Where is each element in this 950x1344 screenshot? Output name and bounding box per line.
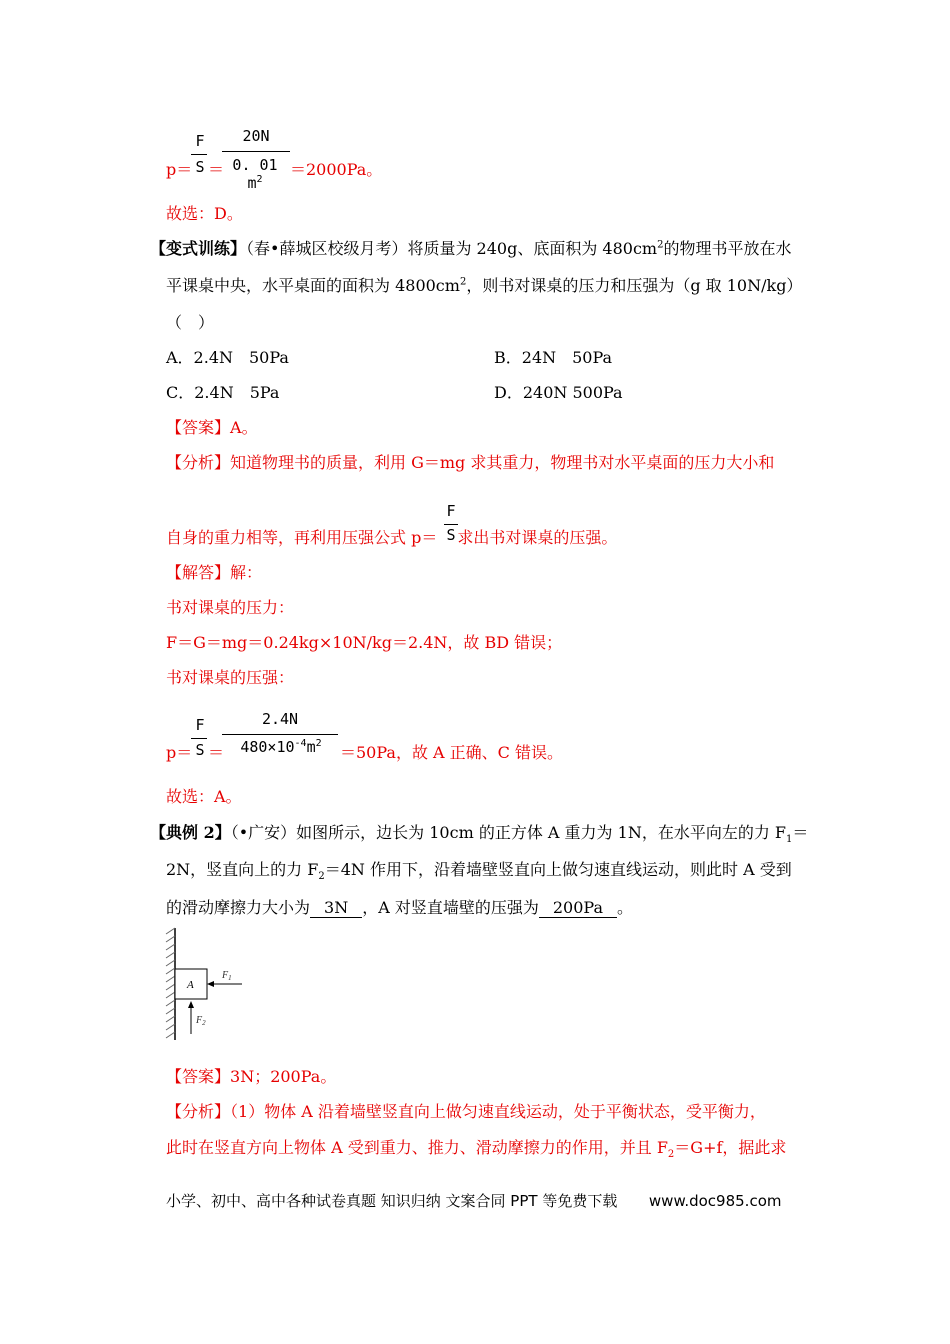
fraction-denominator: S (195, 741, 205, 759)
fraction-bar (222, 734, 338, 735)
formula-p-label: p＝ (166, 160, 193, 179)
option-d: D．240N 500Pa (494, 383, 623, 402)
blank-answer-2: 200Pa (539, 898, 617, 918)
solution-line: 书对课桌的压强： (166, 668, 295, 687)
solution-line: 书对课桌的压力： (166, 598, 295, 617)
arrowhead-f1 (207, 981, 214, 987)
option-b: B．24N 50Pa (494, 348, 613, 367)
choice-line: 故选：D。 (166, 204, 243, 223)
formula-p-label: p＝ (166, 743, 193, 762)
formula-equals: ＝ (208, 160, 225, 179)
fraction-denominator: $480\times 10^{-4}m^2$ (240, 738, 322, 756)
fraction-denominator: 0. 01 $m^2$ (232, 156, 278, 192)
formula-equals: ＝ (208, 743, 225, 762)
fraction-numerator: F (446, 502, 456, 520)
variant-solution-head: 【解答】解： (166, 563, 263, 582)
example2-tag: 【典例 2】 (150, 823, 231, 842)
variant-analysis-line-1: 【分析】知道物理书的质量，利用 G＝mg 求其重力，物理书对水平桌面的压力大小和 (166, 453, 775, 472)
label-f1: $F_1$ (222, 970, 232, 982)
fraction-numerator: F (195, 132, 205, 150)
example2-line-3: 的滑动摩擦力大小为 3N ，A 对竖直墙壁的压强为 200Pa 。 (166, 898, 633, 917)
example2-analysis-line-2: 此时在竖直方向上物体 A 受到重力、推力、滑动摩擦力的作用，并且 $F_2=G+f$，据此求 (166, 1138, 787, 1161)
variant-analysis-line-2: 自身的重力相等，再利用压强公式 p＝ 求出书对课桌的压强。 (166, 528, 618, 547)
page-footer (166, 1190, 781, 1211)
footer-text: 小学、初中、高中各种试卷真题 知识归纳 文案合同 PPT 等免费下载 (166, 1192, 618, 1210)
example2-line-2: 2N，竖直向上的力 $F_2=4N$ 作用下，沿着墙壁竖直向上做匀速直线运动，则此时 A 受到 (166, 860, 792, 883)
option-a: A．2.4N 50Pa (166, 348, 289, 367)
fraction-bar (191, 738, 207, 739)
example2-answer: 【答案】3N；200Pa。 (166, 1067, 337, 1086)
blank-answer-1: 3N (310, 898, 362, 918)
variant-question-line-1: 【变式训练】（春•薛城区校级月考）将质量为 240g、底面积为 $480cm^2$的物理书平放在水 (150, 239, 792, 258)
formula-result: ＝50Pa，故 A 正确、C 错误。 (340, 743, 564, 762)
variant-tag: 【变式训练】 (150, 239, 247, 258)
fraction-numerator: 20N (242, 127, 270, 145)
block-label: A (187, 979, 194, 991)
arrowhead-f2 (188, 1001, 194, 1008)
variant-question-line-3: （ ） (166, 313, 215, 332)
example2-analysis-line-1: 【分析】（1）物体 A 沿着墙壁竖直向上做匀速直线运动，处于平衡状态，受平衡力， (166, 1102, 766, 1121)
choice-line: 故选：A。 (166, 787, 242, 806)
example2-line-1: 【典例 2】（•广安）如图所示，边长为 10cm 的正方体 A 重力为 1N，在水平向左的力 $F_1=$ (150, 823, 809, 846)
variant-question-line-2: 平课桌中央，水平桌面的面积为 $4800cm^2$，则书对课桌的压力和压强为（g 取 10N/kg） (166, 276, 803, 295)
fraction-bar (191, 154, 207, 155)
solution-line: F＝G＝mg＝0.24kg×10N/kg＝2.4N，故 BD 错误； (166, 633, 563, 652)
wall-block-figure (160, 926, 260, 1042)
fraction-denominator: S (195, 158, 205, 176)
footer-url[interactable]: www.doc985.com (648, 1192, 782, 1210)
variant-answer: 【答案】A。 (166, 418, 258, 437)
label-f2: $F_2$ (196, 1015, 206, 1027)
fraction-bar (222, 151, 290, 152)
option-c: C．2.4N 5Pa (166, 383, 280, 402)
fraction-numerator: 2.4N (261, 710, 299, 728)
fraction-numerator: F (195, 716, 205, 734)
wall (166, 928, 175, 1040)
fraction-denominator: S (446, 526, 456, 544)
formula-result: ＝2000Pa。 (290, 160, 383, 179)
